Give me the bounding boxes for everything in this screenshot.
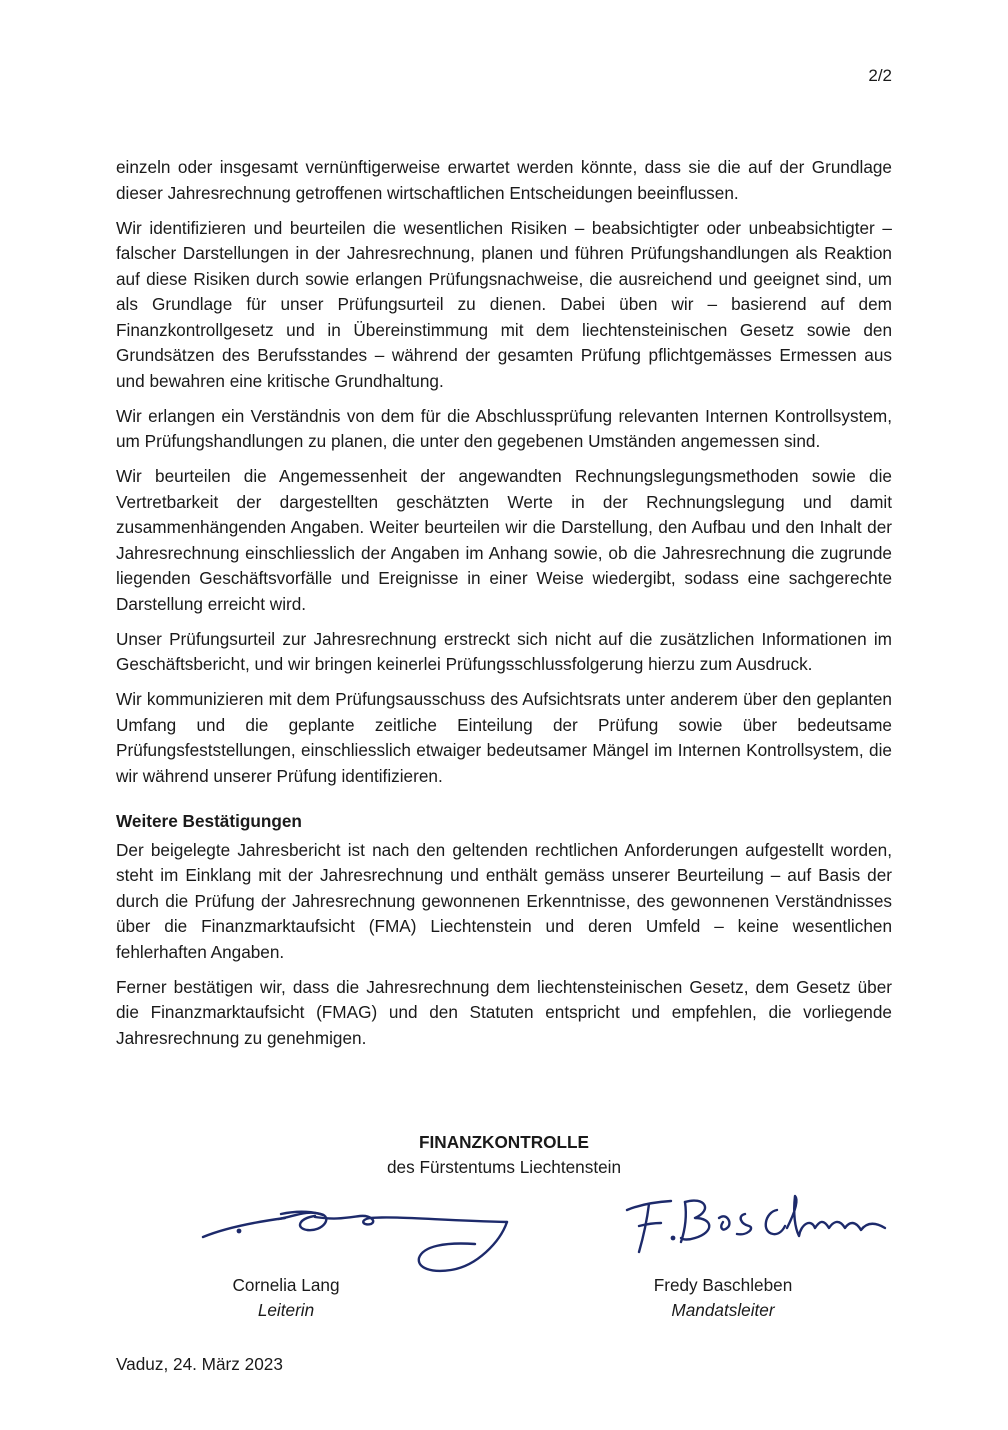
paragraph: Wir kommunizieren mit dem Prüfungsausschuss des Aufsichtsrats unter anderem über den geplanten Umfang und die geplante zeitliche Einteilung der Prüfung sowie über bedeutsame Prüfungsfeststellungen, einschliesslich etwaiger bedeutsamer Mängel im Internen Kontrollsystem, die wir während unserer Prüfung identifizieren.: [116, 689, 892, 786]
signatory-role: Leiterin: [257, 1300, 315, 1320]
section-heading: Weitere Bestätigungen: [116, 811, 302, 831]
signature-fredy-baschleben: [615, 1188, 900, 1258]
signatory-fredy-baschleben: [603, 1273, 843, 1323]
paragraph: Der beigelegte Jahresbericht ist nach den geltenden rechtlichen Anforderungen aufgestellt worden, steht im Einklang mit der Jahresrechnung und enthält gemäss unserer Beurteilung – auf Basis der durch die Prüfung der Jahresrechnung gewonnenen Erkenntnisse, des gewonnenen Verständnisses über die Finanzmarktaufsicht (FMA) Liechtenstein und deren Umfeld – keine wesentlichen fehlerhaften Angaben.: [116, 839, 892, 962]
paragraph: Wir beurteilen die Angemessenheit der angewandten Rechnungslegungsmethoden sowie die Vertretbarkeit der dargestellten geschätzten Werte in der Rechnungslegung und damit zusammenhängenden Angaben. Weiter beurteilen wir die Darstellung, den Aufbau und den Inhalt der Jahresrechnung einschliesslich der Angaben im Anhang sowie, ob die Jahresrechnung die zugrunde liegenden Geschäftsvorfälle und Ereignisse in einer Weise wiedergibt, sodass eine sachgerechte Darstellung erreicht wird.: [116, 466, 892, 614]
document-body: [116, 155, 892, 1061]
signatory-name: Cornelia Lang: [232, 1275, 340, 1295]
paragraph: einzeln oder insgesamt vernünftigerweise erwartet werden könnte, dass sie die auf der Grundlage dieser Jahresrechnung getroffenen wirtschaftlichen Entscheidungen beeinflussen.: [116, 157, 892, 203]
paragraph: Unser Prüfungsurteil zur Jahresrechnung erstreckt sich nicht auf die zusätzlichen Informationen im Geschäftsbericht, und wir bringen keinerlei Prüfungsschlussfolgerung hierzu zum Ausdruck.: [116, 628, 892, 674]
signature-cornelia-lang: [195, 1194, 525, 1284]
organization-block: [300, 1130, 708, 1180]
paragraph: Wir erlangen ein Verständnis von dem für die Abschlussprüfung relevanten Internen Kontrollsystem, um Prüfungshandlungen zu planen, die unter den gegebenen Umständen angemessen sind.: [116, 405, 892, 451]
page-number: 2/2: [868, 66, 892, 85]
signatory-role: Mandatsleiter: [671, 1300, 775, 1320]
paragraph: Wir identifizieren und beurteilen die wesentlichen Risiken – beabsichtigter oder unbeabsichtigter – falscher Darstellungen in der Jahresrechnung, planen und führen Prüfungshandlungen als Reaktion auf diese Risiken durch sowie erlangen Prüfungsnachweise, die ausreichend und geeignet sind, um als Grundlage für unser Prüfungsurteil zu dienen. Dabei üben wir – basierend auf dem Finanzkontrollgesetz und in Übereinstimmung mit dem liechtensteinischen Gesetz sowie den Grundsätzen des Berufsstandes – während der gesamten Prüfung pflichtgemässes Ermessen aus und bewahren eine kritische Grundhaltung.: [116, 217, 892, 391]
organization-name: FINANZKONTROLLE: [419, 1132, 589, 1152]
organization-subtitle: des Fürstentums Liechtenstein: [386, 1157, 622, 1177]
signatory-name: Fredy Baschleben: [653, 1275, 793, 1295]
paragraph: Ferner bestätigen wir, dass die Jahresrechnung dem liechtensteinischen Gesetz, dem Gesetz über die Finanzmarktaufsicht (FMAG) und den Statuten entspricht und empfehlen, die vorliegende Jahresrechnung zu genehmigen.: [116, 976, 892, 1048]
place-and-date: Vaduz, 24. März 2023: [116, 1354, 283, 1374]
signatory-cornelia-lang: [166, 1273, 406, 1323]
